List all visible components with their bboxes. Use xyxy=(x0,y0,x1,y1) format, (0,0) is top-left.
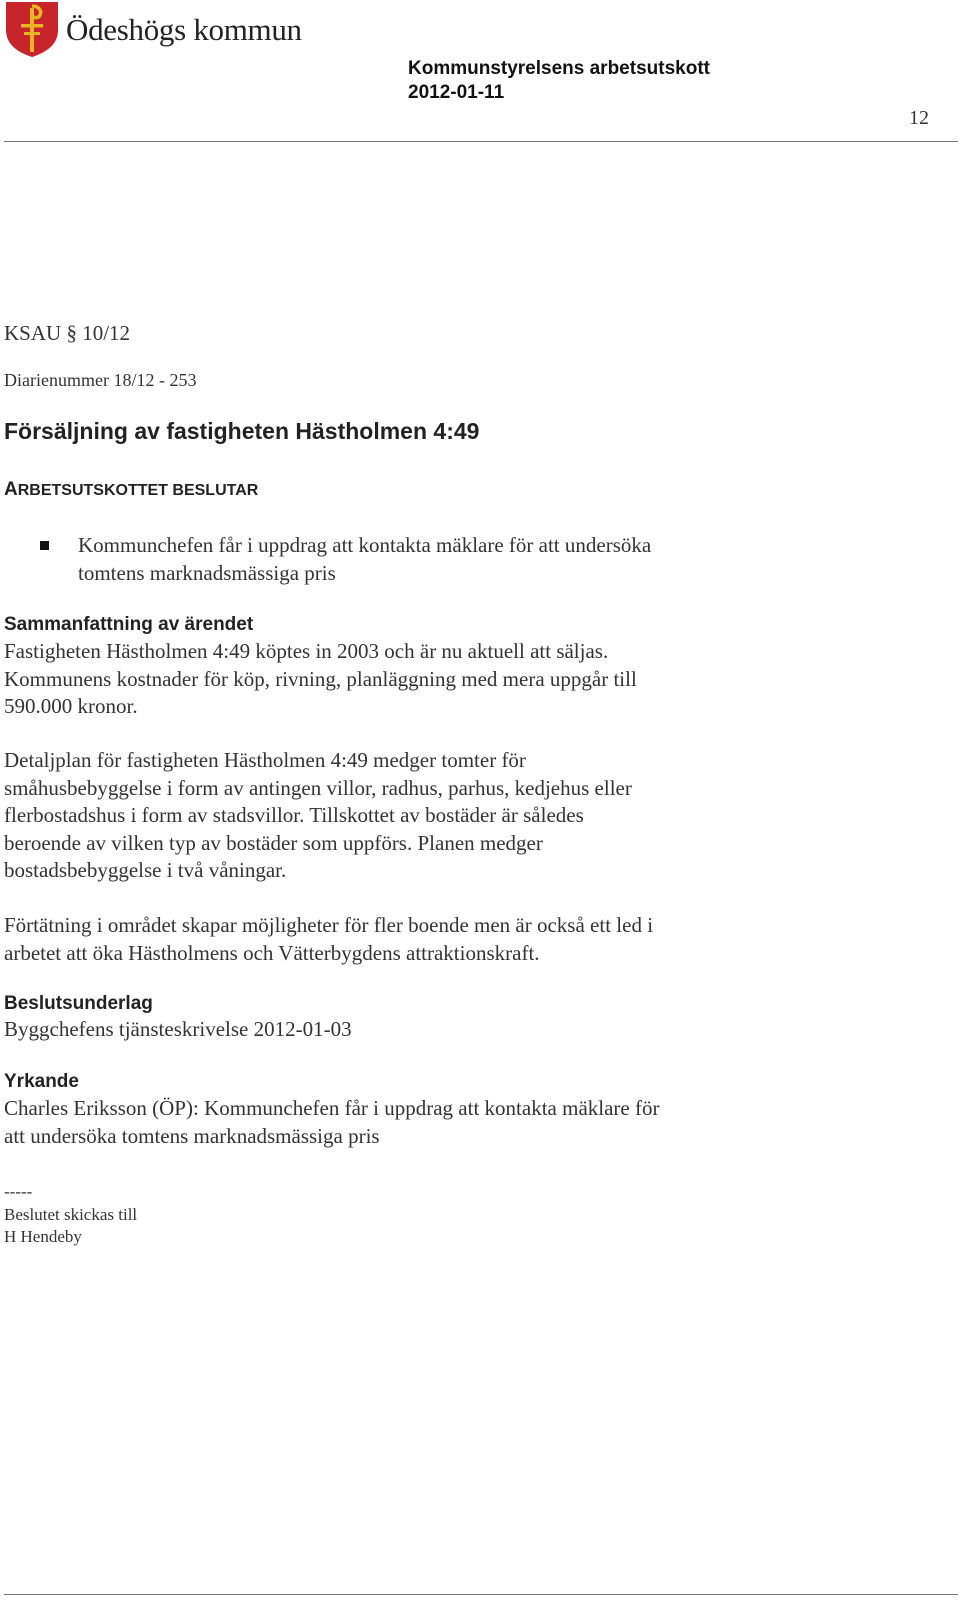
decision-heading-initial: A xyxy=(4,479,18,500)
footer-rule xyxy=(4,1594,958,1595)
reference-number: 10/12 xyxy=(82,321,131,345)
coat-of-arms-icon xyxy=(4,0,60,58)
diary-number: Diarienummer 18/12 - 253 xyxy=(4,370,197,390)
committee-name: Kommunstyrelsens arbetsutskott xyxy=(408,58,710,79)
paragraph-line: beroende av vilken typ av bostäder som uppförs. Planen medger xyxy=(4,830,543,855)
summary-paragraph-1 xyxy=(4,638,637,721)
summary-paragraph-2 xyxy=(4,747,632,885)
decision-heading-rest: RBETSUTSKOTTET BESLUTAR xyxy=(17,482,259,499)
paragraph-line: Kommunens kostnader för köp, rivning, planläggning med mera uppgår till xyxy=(4,666,637,691)
paragraph-symbol: § xyxy=(66,321,77,345)
municipality-name: Ödeshögs kommun xyxy=(66,12,302,47)
motion-line: att undersöka tomtens marknadsmässiga pris xyxy=(4,1123,380,1148)
bullet-marker xyxy=(40,541,49,550)
separator: ----- xyxy=(4,1182,33,1201)
basis-heading: Beslutsunderlag xyxy=(4,993,153,1014)
recipient: H Hendeby xyxy=(4,1227,82,1246)
paragraph-line: Förtätning i området skapar möjligheter för fler boende men är också ett led i xyxy=(4,913,654,937)
paragraph-line: Detaljplan för fastigheten Hästholmen 4:49 medger tomter för xyxy=(4,748,526,772)
summary-paragraph-3 xyxy=(4,912,653,967)
meeting-date: 2012-01-11 xyxy=(408,82,505,103)
paragraph-line: arbetet att öka Hästholmens och Vätterbygdens attraktionskraft. xyxy=(4,940,540,965)
header-rule xyxy=(4,141,958,142)
sent-to-label: Beslutet skickas till xyxy=(4,1205,138,1224)
case-reference xyxy=(4,321,130,346)
case-title: Försäljning av fastigheten Hästholmen 4:49 xyxy=(4,418,480,444)
paragraph-line: Fastigheten Hästholmen 4:49 köptes in 2003 och är nu aktuell att säljas. xyxy=(4,639,609,663)
basis-text: Byggchefens tjänsteskrivelse 2012-01-03 xyxy=(4,1017,352,1041)
paragraph-line: småhusbebyggelse i form av antingen villor, radhus, parhus, kedjehus eller xyxy=(4,775,632,800)
paragraph-line: 590.000 kronor. xyxy=(4,694,138,718)
decision-heading xyxy=(4,479,258,501)
motion-heading: Yrkande xyxy=(4,1071,79,1092)
motion-text xyxy=(4,1095,659,1150)
decision-bullet-item xyxy=(78,532,651,587)
decision-bullet-line: tomtens marknadsmässiga pris xyxy=(78,560,336,585)
paragraph-line: flerbostadshus i form av stadsvillor. Tillskottet av bostäder är således xyxy=(4,803,584,827)
municipality-logo xyxy=(4,0,302,58)
page-number: 12 xyxy=(909,107,929,129)
motion-line: Charles Eriksson (ÖP): Kommunchefen får i uppdrag att kontakta mäklare för xyxy=(4,1096,660,1120)
decision-bullet-line: Kommunchefen får i uppdrag att kontakta mäklare för att undersöka xyxy=(78,533,652,557)
reference-prefix: KSAU xyxy=(4,321,62,345)
summary-heading: Sammanfattning av ärendet xyxy=(4,614,254,635)
paragraph-line: bostadsbebyggelse i två våningar. xyxy=(4,858,287,882)
